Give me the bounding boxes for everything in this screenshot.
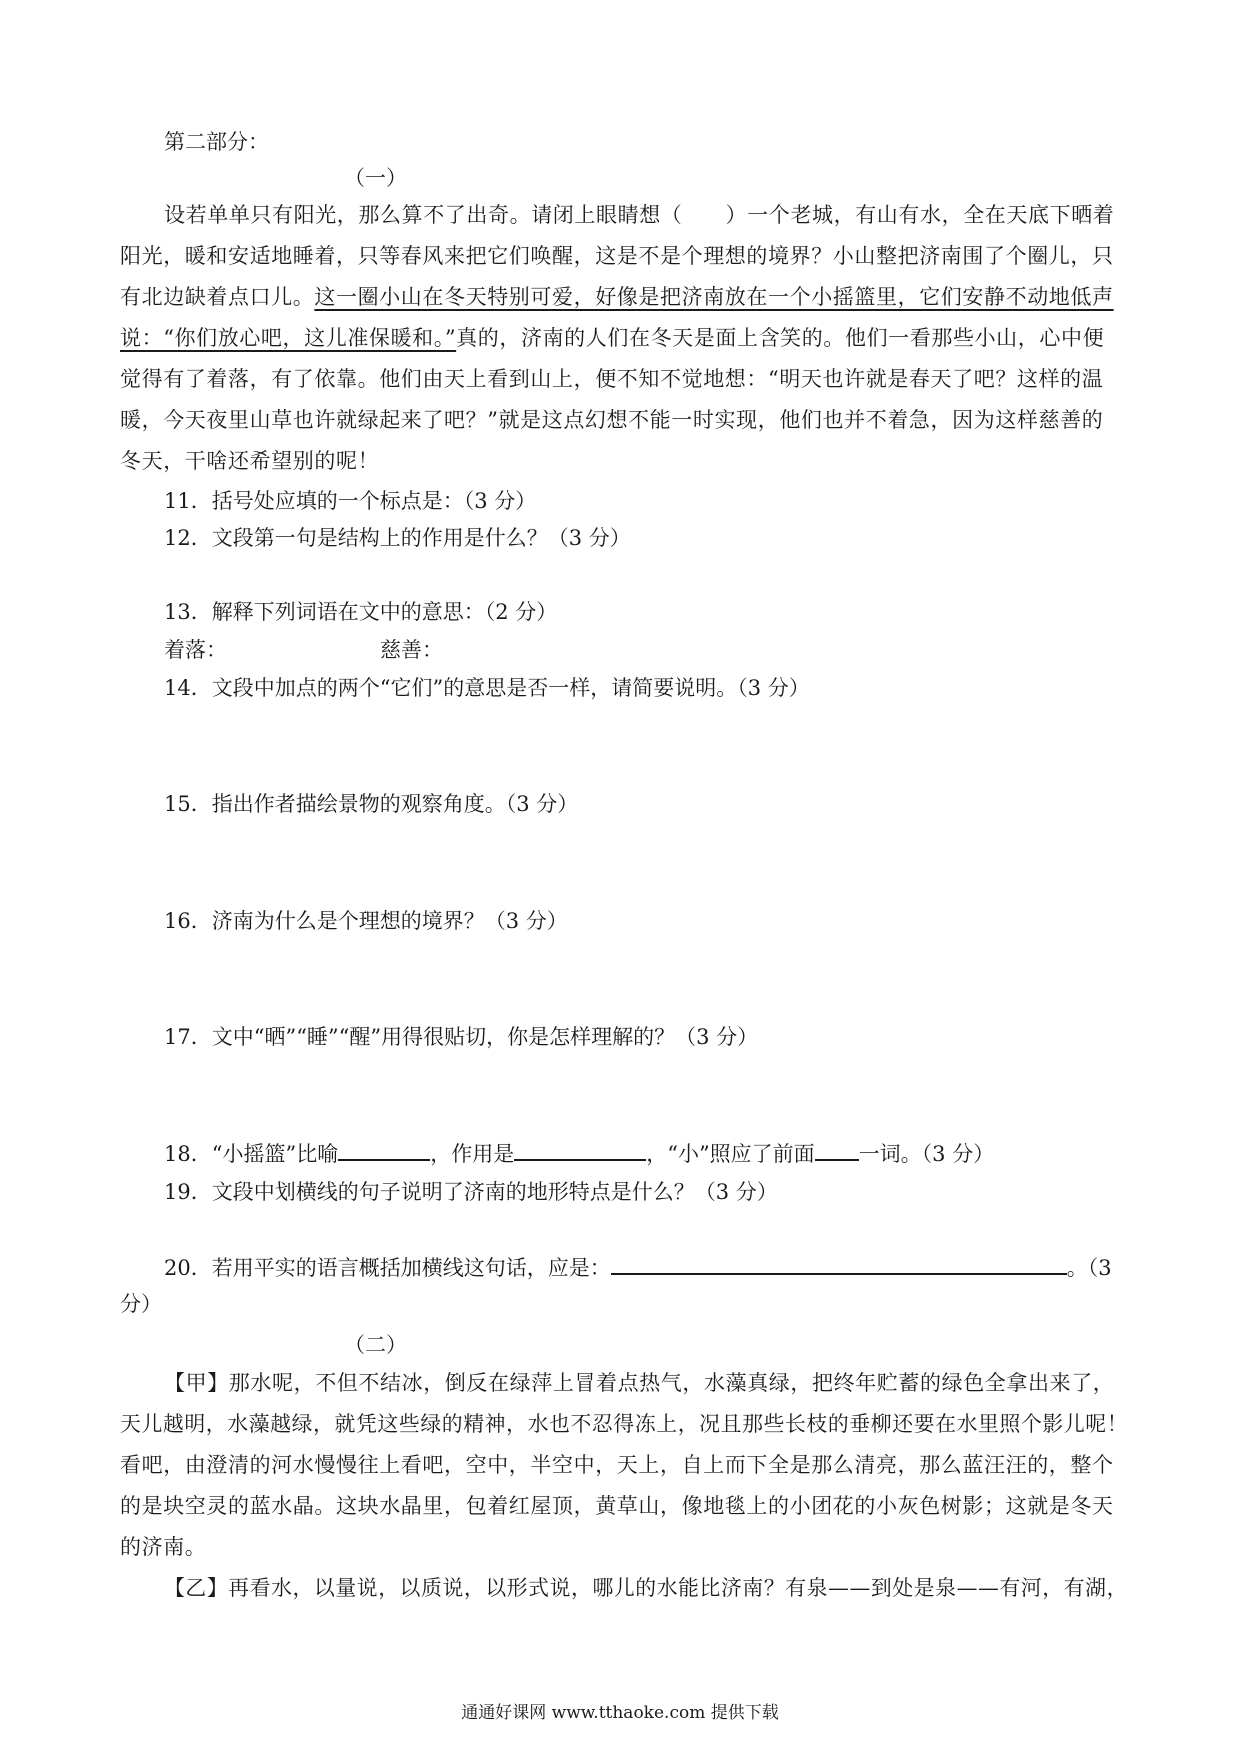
q18-text: 一词。（3 分） (858, 1142, 995, 1166)
term-zhuoluo: 着落： (164, 638, 227, 662)
page-footer: 通通好课网 www.tthaoke.com 提供下载 (461, 1703, 779, 1723)
term-cishan: 慈善： (380, 638, 443, 662)
question-20 (164, 1251, 1112, 1284)
answer-blank[interactable] (611, 1251, 1067, 1275)
passage1-line: 暖，今天夜里山草也许就绿起来了吧？”就是这点幻想不能一时实现，他们也并不着急，因为这样慈善的 (120, 408, 1104, 432)
part-title: 第二部分： (164, 130, 269, 154)
q18-text: ，“小”照应了前面 (646, 1142, 815, 1166)
underlined-sentence: 这一圈小山在冬天特别可爱，好像是把济南放在一个小摇篮里，它们安静不动地低声 (314, 285, 1114, 309)
passage1-line (120, 322, 1128, 354)
question-15: 15．指出作者描绘景物的观察角度。（3 分） (164, 792, 579, 816)
q20-text: 20．若用平实的语言概括加横线这句话，应是： (164, 1256, 611, 1280)
passage2-line: 看吧，由澄清的河水慢慢往上看吧，空中，半空中，天上，自上而下全是那么清亮，那么蓝汪汪的，整个 (120, 1453, 1114, 1477)
question-12: 12．文段第一句是结构上的作用是什么？（3 分） (164, 526, 631, 550)
q20-text: 。（3 (1066, 1256, 1112, 1280)
question-19: 19．文段中划横线的句子说明了济南的地形特点是什么？（3 分） (164, 1180, 778, 1204)
passage1-line (120, 281, 1128, 313)
q18-text: ，作用是 (430, 1142, 515, 1166)
passage1-line: 阳光，暖和安适地睡着，只等春风来把它们唤醒，这是不是个理想的境界？小山整把济南围了个圈儿，只 (120, 244, 1114, 268)
passage1-text: 真的，济南的人们在冬天是面上含笑的。他们一看那些小山，心中便 (456, 326, 1105, 350)
passage2-line: 的是块空灵的蓝水晶。这块水晶里，包着红屋顶，黄草山，像地毯上的小团花的小灰色树影；这就是冬天 (120, 1494, 1114, 1518)
passage2-line: 【乙】再看水，以量说，以质说，以形式说，哪儿的水能比济南？有泉——到处是泉——有河，有湖， (164, 1576, 1128, 1600)
answer-blank[interactable] (815, 1137, 859, 1161)
section-two-label: （二） (344, 1333, 407, 1357)
question-13: 13．解释下列词语在文中的意思：（2 分） (164, 600, 558, 624)
passage2-line: 的济南。 (120, 1535, 207, 1559)
passage2-line: 天儿越明，水藻越绿，就凭这些绿的精神，水也不忍得冻上，况且那些长枝的垂柳还要在水里照个影儿呢！ (120, 1412, 1129, 1436)
passage1-text: 有北边缺着点口儿。 (120, 285, 315, 309)
answer-blank[interactable] (514, 1137, 646, 1161)
underlined-sentence: 说：“你们放心吧，这儿准保暖和。” (120, 326, 457, 350)
passage1-line: 冬天，干啥还希望别的呢！ (120, 449, 380, 473)
passage1-line: 设若单单只有阳光，那么算不了出奇。请闭上眼睛想（ ）一个老城，有山有水，全在天底下晒着 (164, 203, 1115, 227)
question-16: 16．济南为什么是个理想的境界？（3 分） (164, 909, 568, 933)
passage1-line: 觉得有了着落，有了依靠。他们由天上看到山上，便不知不觉地想：“明天也许就是春天了吧？这样的温 (120, 367, 1104, 391)
question-18 (164, 1137, 994, 1170)
answer-blank[interactable] (338, 1137, 430, 1161)
passage2-line: 【甲】那水呢，不但不结冰，倒反在绿萍上冒着点热气，水藻真绿，把终年贮蓄的绿色全拿出来了， (164, 1371, 1115, 1395)
question-14: 14．文段中加点的两个“它们”的意思是否一样，请简要说明。（3 分） (164, 676, 810, 700)
question-20-continued: 分） (120, 1292, 162, 1316)
question-11: 11．括号处应填的一个标点是：（3 分） (164, 489, 537, 513)
question-17: 17．文中“晒”“睡”“醒”用得很贴切，你是怎样理解的？（3 分） (164, 1025, 759, 1049)
section-one-label: （一） (344, 166, 407, 190)
q18-text: 18．“小摇篮”比喻 (164, 1142, 339, 1166)
